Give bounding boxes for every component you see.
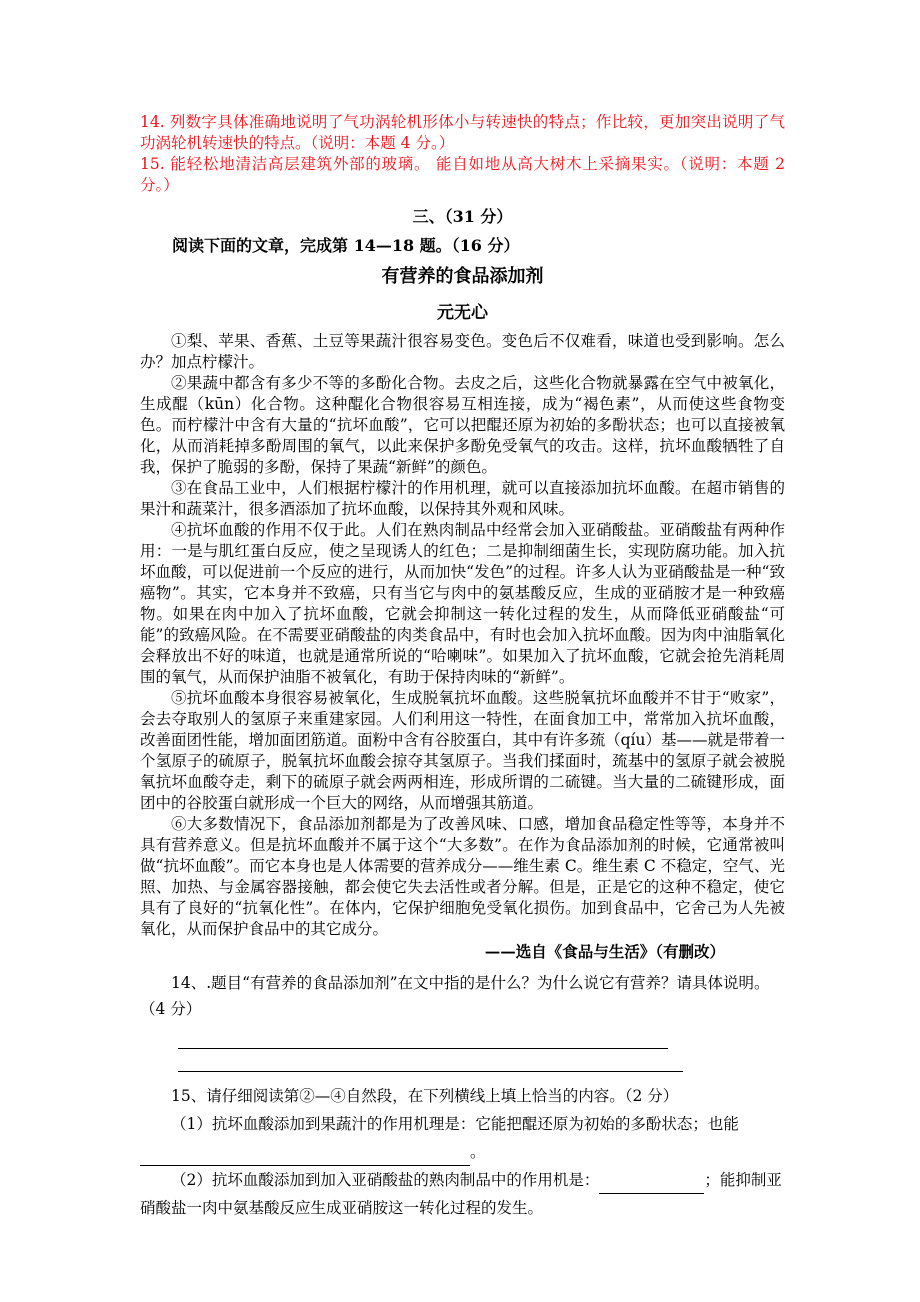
paragraph-4: ④抗坏血酸的作用不仅于此。人们在熟肉制品中经常会加入亚硝酸盐。亚硝酸盐有两种作用：一是与肌红蛋白反应，使之呈现诱人的红色；二是抑制细菌生长，实现防腐功能。加入抗坏血酸，可以促进前一个反应的进行，从而加快“发色”的过程。许多人认为亚硝酸盐是一种“致癌物”。其实，它本身并不致癌，只有当它与肉中的氨基酸反应，生成的亚硝胺才是一种致癌物。如果在肉中加入了抗坏血酸，它就会抑制这一转化过程的发生，从而降低亚硝酸盐“可能”的致癌风险。在不需要亚硝酸盐的肉类食品中，有时也会加入抗坏血酸。因为肉中油脂氧化会释放出不好的味道，也就是通常所说的“哈喇味”。如果加入了抗坏血酸，它就会抢先消耗周围的氧气，从而保护油脂不被氧化，有助于保持肉味的“新鲜”。	[140, 521, 785, 686]
section-heading: 三、（31 分）	[412, 207, 513, 226]
question-15-2-end: ；能抑制亚硝酸盐一肉中氨基酸反应生成亚硝胺这一转化过程的发生。	[140, 1171, 782, 1217]
question-15: 15、请仔细阅读第②—④自然段，在下列横线上填上恰当的内容。（2 分）	[171, 1087, 679, 1105]
article-author: 元无心	[437, 303, 488, 323]
blank-15-2[interactable]	[599, 1175, 704, 1194]
answer-line-14-2[interactable]	[178, 1049, 683, 1072]
section-instruction: 阅读下面的文章，完成第 14—18 题。（16 分）	[172, 236, 520, 255]
paragraph-3: ③在食品工业中，人们根据柠檬汁的作用机理，就可以直接添加抗坏血酸。在超市销售的果汁和蔬菜汁，很多酒添加了抗坏血酸，以保持其外观和风味。	[140, 479, 785, 518]
exam-page	[140, 112, 785, 1222]
question-15-2-text: （2）抗坏血酸添加到加入亚硝酸盐的熟肉制品中的作用机是：	[171, 1171, 600, 1189]
answer-line-14-1[interactable]	[178, 1026, 668, 1049]
article-title: 有营养的食品添加剂	[381, 266, 544, 287]
paragraph-5: ⑤抗坏血酸本身很容易被氧化，生成脱氧抗坏血酸。这些脱氧抗坏血酸并不甘于“败家”，会去夺取别人的氢原子来重建家园。人们利用这一特性，在面食加工中，常常加入抗坏血酸，改善面团性能，增加面团筋道。面粉中含有谷胶蛋白，其中有许多巯（qíu）基——就是带着一个氢原子的硫原子，脱氧抗坏血酸会掠夺其氢原子。当我们揉面时，巯基中的氢原子就会被脱氧抗坏血酸夺走，剩下的硫原子就会两两相连，形成所谓的二硫键。当大量的二硫键形成，面团中的谷胶蛋白就形成一个巨大的网络，从而增强其筋道。	[140, 689, 785, 812]
article-source: ——选自《食品与生活》（有删改）	[484, 942, 725, 961]
paragraph-2: ②果蔬中都含有多少不等的多酚化合物。去皮之后，这些化合物就暴露在空气中被氧化，生成醌（kūn）化合物。这种醌化合物很容易互相连接，成为“褐色素”，从而使这些食物变色。而柠檬汁中含有大量的“抗坏血酸”，它可以把醌还原为初始的多酚状态；也可以直接被氧化，从而消耗掉多酚周围的氧气，以此来保护多酚免受氧气的攻击。这样，抗坏血酸牺牲了自我，保护了脆弱的多酚，保持了果蔬“新鲜”的颜色。	[140, 374, 785, 476]
blank-15-1[interactable]	[140, 1147, 470, 1166]
paragraph-1: ①梨、苹果、香蕉、土豆等果蔬汁很容易变色。变色后不仅难看，味道也受到影响。怎么办？加点柠檬汁。	[140, 332, 785, 371]
question-15-2	[140, 1166, 785, 1222]
answer-14: 14. 列数字具体准确地说明了气功涡轮机形体小与转速快的特点；作比较，更加突出说明了气功涡轮机转速快的特点。（说明：本题 4 分。）	[140, 113, 785, 152]
question-15-1-text: （1）抗坏血酸添加到果蔬汁的作用机理是：它能把醌还原为初始的多酚状态；也能	[171, 1115, 739, 1133]
question-14: 14、.题目“有营养的食品添加剂”在文中指的是什么？为什么说它有营养？请具体说明。（4 分）	[140, 974, 770, 1018]
question-15-1-end: 。	[470, 1143, 486, 1161]
paragraph-6: ⑥大多数情况下，食品添加剂都是为了改善风味、口感，增加食品稳定性等等，本身并不具有营养意义。但是抗坏血酸并不属于这个“大多数”。在作为食品添加剂的时候，它通常被叫做“抗坏血酸”。而它本身也是人体需要的营养成分——维生素 C。维生素 C 不稳定，空气、光照、加热、与金属容器接触，都会使它失去活性或者分解。但是，正是它的这种不稳定，使它具有了良好的“抗氧化性”。在体内，它保护细胞免受氧化损伤。加到食品中，它舍己为人先被氧化，从而保护食品中的其它成分。	[140, 815, 785, 938]
question-15-1	[140, 1110, 785, 1166]
answer-15: 15. 能轻松地清洁高层建筑外部的玻璃。 能自如地从高大树木上采摘果实。（说明：本题 2 分。）	[140, 155, 785, 194]
